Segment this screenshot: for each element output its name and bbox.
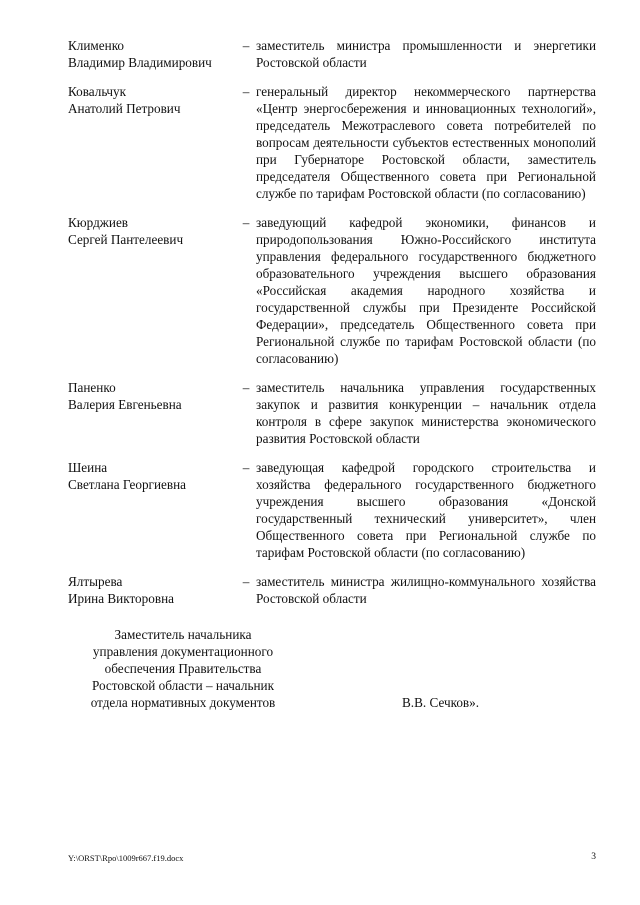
member-name bbox=[68, 573, 236, 607]
member-row bbox=[68, 37, 598, 71]
member-name bbox=[68, 37, 236, 71]
member-given-names: Светлана Георгиевна bbox=[68, 477, 186, 492]
member-surname: Ялтырева bbox=[68, 574, 123, 589]
member-row bbox=[68, 573, 598, 607]
member-row bbox=[68, 459, 598, 561]
member-row bbox=[68, 379, 598, 447]
footer-file-path: Y:\ORST\Rpo\1009r667.f19.docx bbox=[68, 853, 184, 863]
member-dash: – bbox=[242, 215, 250, 230]
signatory-position-line: управления документационного bbox=[92, 644, 274, 659]
member-role: заместитель начальника управления государственных закупок и развития конкуренции – начальник отдела контроля в сфере закупок министерства экономического развития Ростовской области bbox=[256, 380, 596, 446]
page-number: 3 bbox=[591, 852, 596, 862]
member-dash: – bbox=[242, 84, 250, 99]
member-given-names: Ирина Викторовна bbox=[68, 591, 174, 606]
member-role: заведующая кафедрой городского строительства и хозяйства федерального государственного бюджетного учреждения высшего образования «Донской государственный технический университет», член Общественного совета при Региональной службе по тарифам Ростовской области (по согласованию) bbox=[256, 460, 596, 560]
member-name bbox=[68, 459, 236, 561]
member-row bbox=[68, 83, 598, 202]
signatory-name: В.В. Сечков». bbox=[402, 695, 480, 710]
member-surname: Кюрджиев bbox=[68, 215, 129, 230]
member-surname: Ковальчук bbox=[68, 84, 126, 99]
signature-block bbox=[68, 626, 598, 716]
member-list bbox=[68, 37, 598, 619]
member-surname: Шеина bbox=[68, 460, 108, 475]
member-role: заместитель министра промышленности и энергетики Ростовской области bbox=[256, 38, 596, 70]
member-surname: Паненко bbox=[68, 380, 116, 395]
member-name bbox=[68, 83, 236, 202]
member-name bbox=[68, 379, 236, 447]
member-surname: Клименко bbox=[68, 38, 125, 53]
member-given-names: Анатолий Петрович bbox=[68, 101, 181, 116]
member-given-names: Владимир Владимирович bbox=[68, 55, 212, 70]
member-role: заместитель министра жилищно-коммунального хозяйства Ростовской области bbox=[256, 574, 596, 606]
member-dash: – bbox=[242, 38, 250, 53]
member-given-names: Валерия Евгеньевна bbox=[68, 397, 182, 412]
member-role: генеральный директор некоммерческого партнерства «Центр энергосбережения и инновационных технологий», председатель Межотраслевого совета потребителей по вопросам деятельности субъектов естественных монополий при Губернаторе Ростовской области, заместитель председателя Общественного совета при Региональной службе по тарифам Ростовской области (по согласованию) bbox=[256, 84, 596, 201]
member-row bbox=[68, 214, 598, 367]
member-dash: – bbox=[242, 574, 250, 589]
signatory-position-line: Заместитель начальника bbox=[114, 627, 252, 642]
member-role: заведующий кафедрой экономики, финансов и природопользования Южно-Российского института управления федерального государственного бюджетного образовательного учреждения высшего образования «Российская академия народного хозяйства и государственной службы при Президенте Российской Федерации», председатель Общественного совета при Региональной службе по тарифам Ростовской области (по согласованию) bbox=[256, 215, 596, 366]
member-dash: – bbox=[242, 460, 250, 475]
member-given-names: Сергей Пантелеевич bbox=[68, 232, 184, 247]
signatory-position-line: отдела нормативных документов bbox=[90, 695, 276, 710]
member-name bbox=[68, 214, 236, 367]
member-dash: – bbox=[242, 380, 250, 395]
signatory-position-line: Ростовской области – начальник bbox=[91, 678, 275, 693]
signatory-position-line: обеспечения Правительства bbox=[104, 661, 262, 676]
signatory-position bbox=[68, 626, 298, 711]
